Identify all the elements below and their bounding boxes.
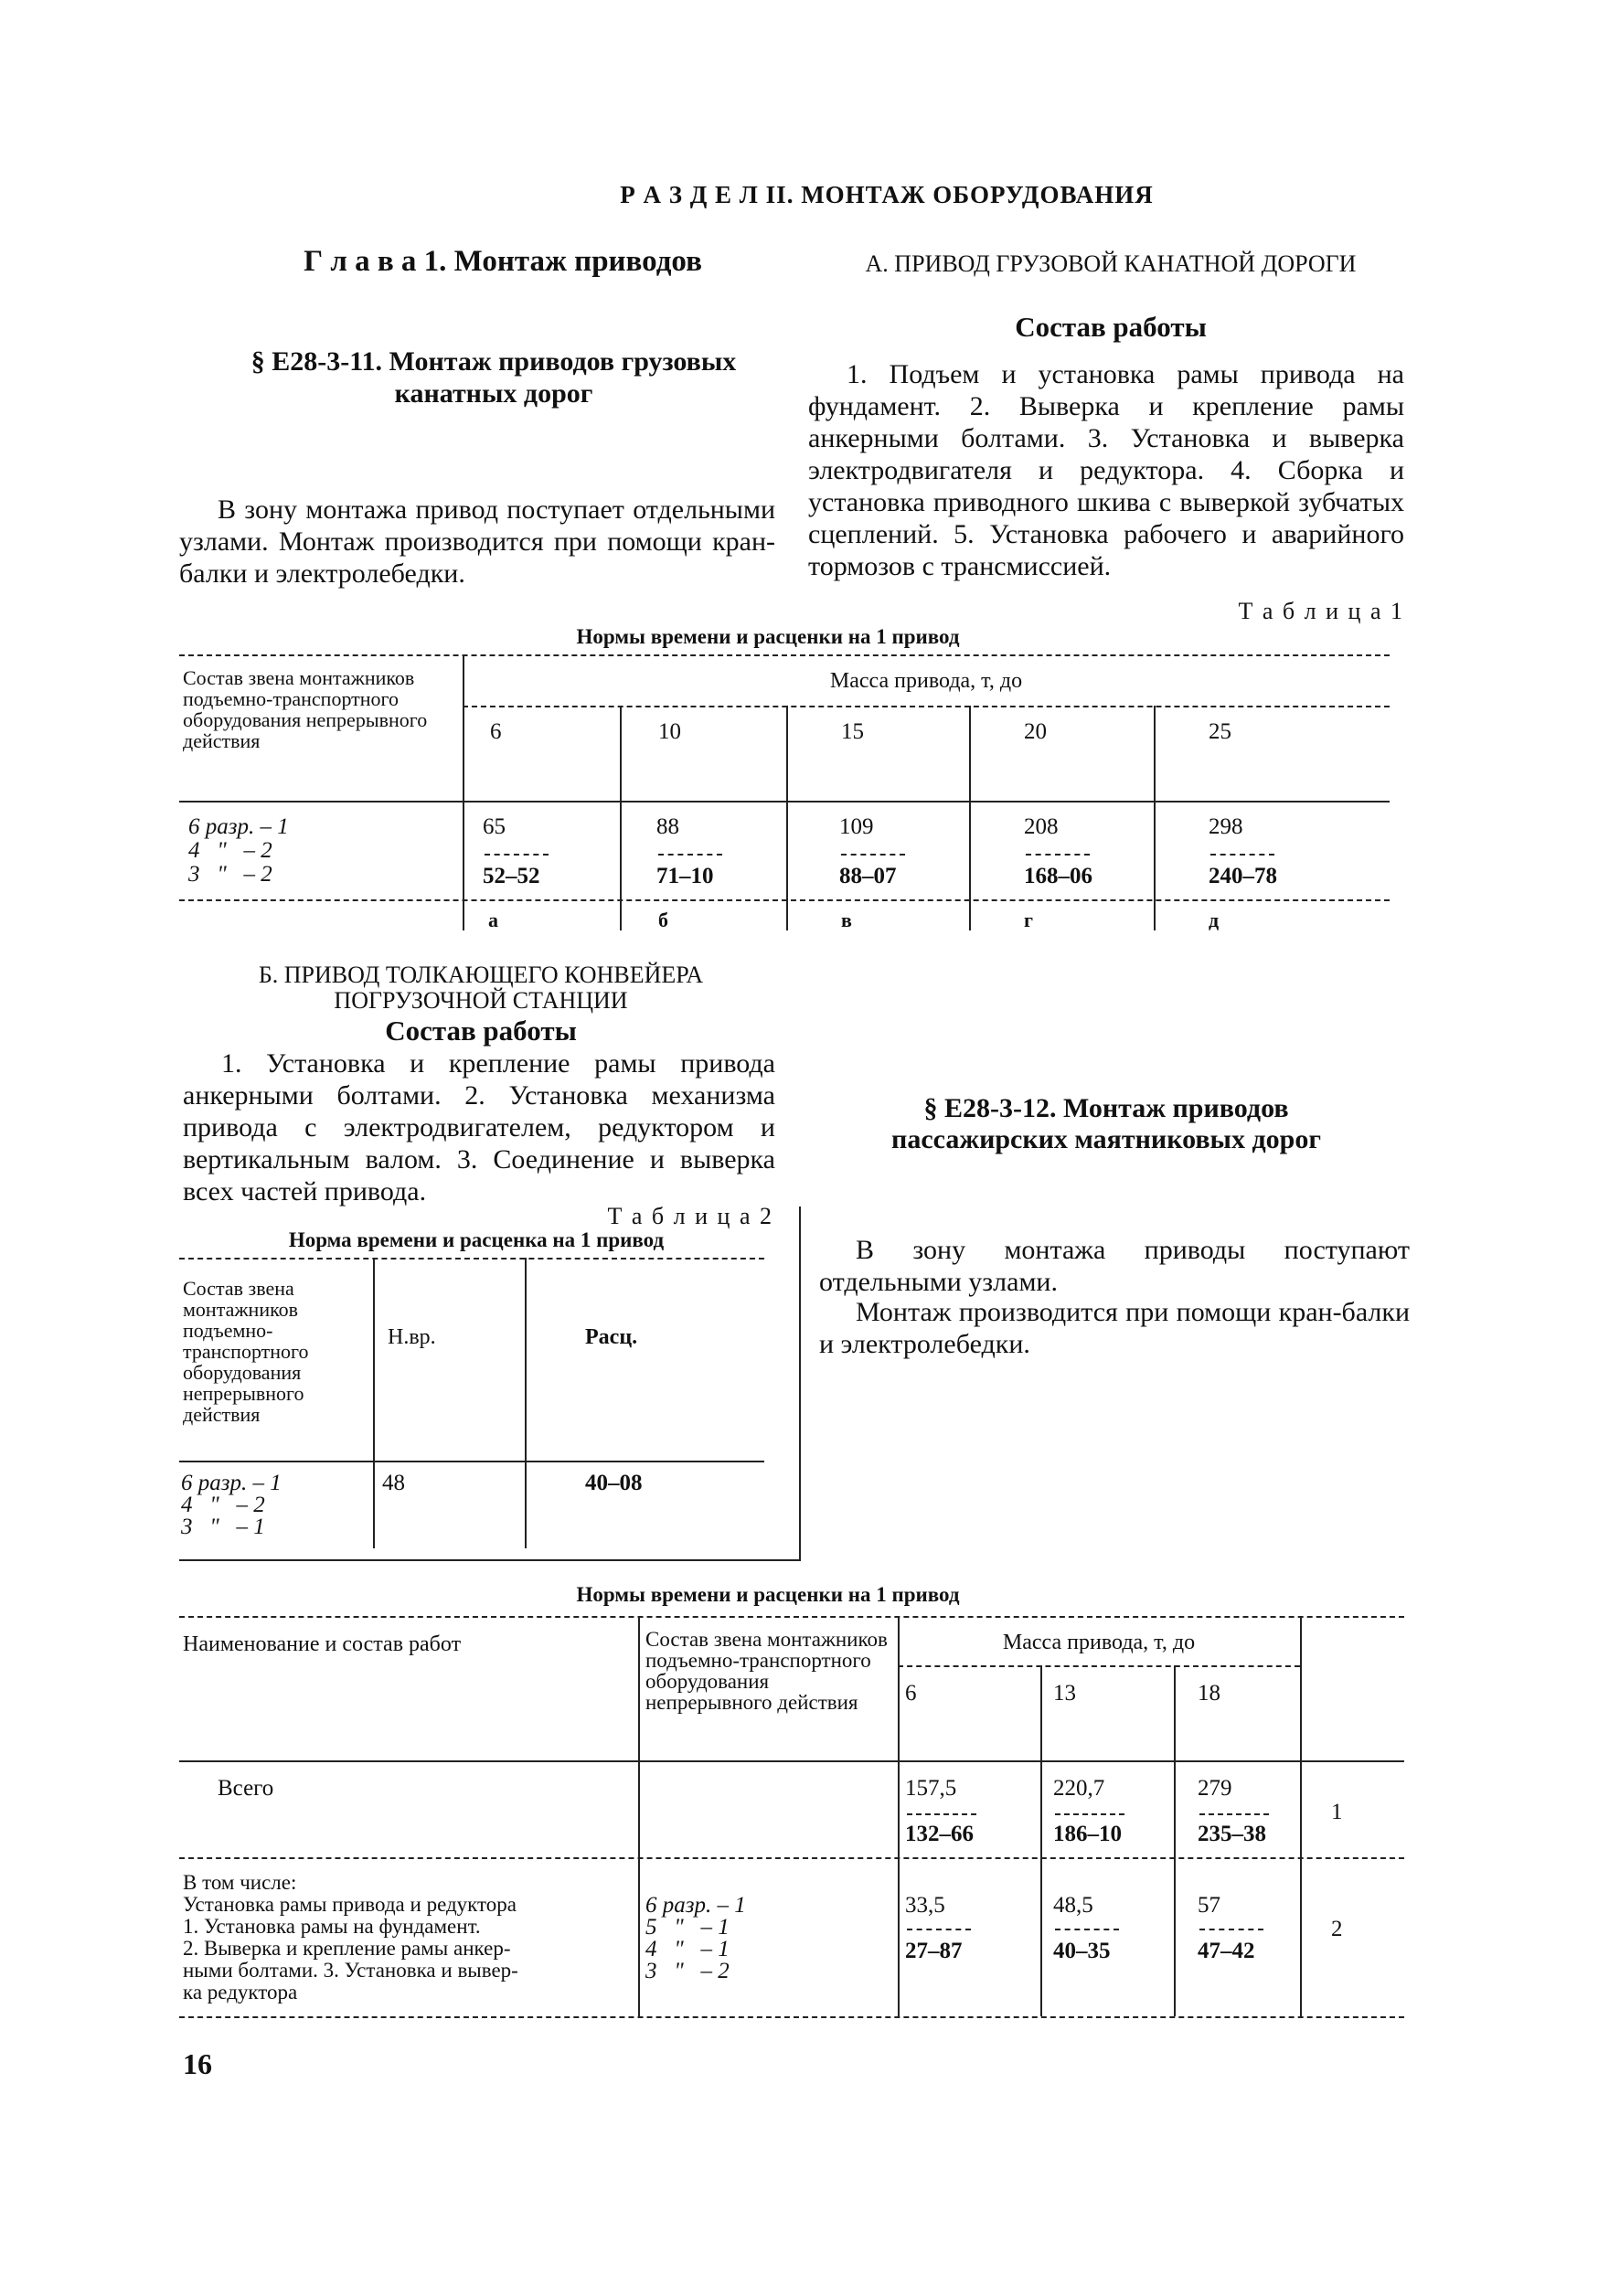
table-3-row-2-rate: 47–42: [1198, 1939, 1255, 1963]
table-1-mass: 6: [490, 719, 502, 744]
table-3-row-1-norm: 279: [1198, 1776, 1232, 1801]
table-3-mass-header: Масса привода, т, до: [1002, 1631, 1196, 1654]
part-a-work-text: 1. Подъем и установка рамы привода на фундамент. 2. Выверка и крепление рамы анкерными болтами. 3. Установка и выверка электродвигателя и редуктора. 4. Сборка и установка приводного шкива с выверкой зубчатых сцеплений. 5. Установка рабочего и аварийного тормозов с трансмиссией.: [808, 359, 1404, 581]
table-3-row-1-name: Всего: [218, 1776, 274, 1801]
part-b-heading-line-2: ПОГРУЗОЧНОЙ СТАНЦИИ: [334, 987, 628, 1014]
table-3-row-2-crew-line: 3 " – 2: [645, 1959, 730, 1983]
chapter-title: Г л а в а 1. Монтаж приводов: [304, 245, 702, 278]
table-1-column-letter: в: [841, 909, 852, 931]
table-1-crew-line: 3 " – 2: [188, 862, 272, 887]
table-3-row-2-line: В том числе:: [183, 1871, 297, 1894]
part-a-work-title: Состав работы: [1015, 311, 1207, 343]
table-1-rate: 168–06: [1024, 864, 1092, 888]
table-1-column-letter: б: [658, 909, 668, 931]
table-3-row-2-crew-line: 5 " – 1: [645, 1915, 730, 1940]
table-1-rate: 88–07: [839, 864, 897, 888]
table-1-mass: 20: [1024, 719, 1047, 744]
page-number: 16: [183, 2047, 212, 2080]
table-1-norm: 88: [656, 814, 679, 839]
table-1-label: Т а б л и ц а 1: [1238, 598, 1404, 624]
table-1-crew-line: 6 разр. – 1: [188, 814, 289, 839]
section-title: Р А З Д Е Л II. МОНТАЖ ОБОРУДОВАНИЯ: [620, 181, 1154, 208]
table-3-row-1-norm: 220,7: [1053, 1776, 1105, 1801]
part-b-work-text: 1. Установка и крепление рамы привода анкерными болтами. 2. Установка механизма привода с электродвигателем, редуктором и вертикальным валом. 3. Соединение и выверка всех частей привода.: [183, 1048, 775, 1206]
table-1-rate: 52–52: [483, 864, 540, 888]
part-a-heading: А. ПРИВОД ГРУЗОВОЙ КАНАТНОЙ ДОРОГИ: [865, 250, 1357, 277]
table-3-row-2-line: Установка рамы привода и редуктора: [183, 1893, 517, 1916]
table-3-col2-header: Состав звена монтажников подъемно-транспортного оборудования непрерывного действия: [645, 1628, 888, 1714]
table-1-crew-line: 4 " – 2: [188, 838, 272, 863]
section-e28-3-11-intro: В зону монтажа привод поступает отдельными узлами. Монтаж производится при помощи кран-балки и электролебедки.: [179, 494, 775, 589]
table-1-column-letter: д: [1209, 909, 1220, 931]
table-3-row-1-rate: 132–66: [905, 1822, 974, 1846]
table-3-row-2-rate: 40–35: [1053, 1939, 1111, 1963]
table-2-norm-header: Н.вр.: [388, 1325, 436, 1349]
table-1-mass: 25: [1209, 719, 1231, 744]
table-2-crew-line: 3 " – 1: [181, 1515, 265, 1539]
table-3-row-2-crew-line: 6 разр. – 1: [645, 1893, 746, 1918]
table-3-row-2-crew-line: 4 " – 1: [645, 1937, 730, 1961]
table-1-column-letter: г: [1024, 909, 1033, 931]
table-3-row-2-norm: 33,5: [905, 1893, 945, 1918]
section-e28-3-12-intro-2: Монтаж производится при помощи кран-балки и электролебедки.: [819, 1297, 1410, 1359]
part-b-heading-line-1: Б. ПРИВОД ТОЛКАЮЩЕГО КОНВЕЙЕРА: [258, 962, 704, 988]
table-2-norm: 48: [382, 1471, 405, 1495]
table-2-rate-header: Расц.: [585, 1325, 638, 1349]
table-2-label: Т а б л и ц а 2: [607, 1203, 773, 1229]
table-3-row-1-rate: 235–38: [1198, 1822, 1266, 1846]
table-3-caption: Нормы времени и расценки на 1 привод: [576, 1583, 960, 1606]
table-3-row-2-line: 1. Установка рамы на фундамент.: [183, 1915, 481, 1938]
table-3-row-2-line: 2. Выверка и крепление рамы анкер-: [183, 1937, 511, 1960]
part-b-work-title: Состав работы: [385, 1015, 577, 1047]
table-3-row-2-norm: 57: [1198, 1893, 1220, 1918]
table-3-row-1-rate: 186–10: [1053, 1822, 1122, 1846]
section-e28-3-12-intro-1: В зону монтажа приводы поступают отдельными узлами.: [819, 1235, 1410, 1297]
table-2-caption: Норма времени и расценка на 1 привод: [288, 1228, 665, 1251]
table-2-col-header: Состав звена монтажников подъемно-транспортного оборудования непрерывного действия: [183, 1277, 309, 1426]
table-3-col1-header: Наименование и состав работ: [183, 1632, 462, 1656]
section-e28-3-12-title-line-1: § Е28-3-12. Монтаж приводов: [923, 1093, 1289, 1123]
table-3-row-2-norm: 48,5: [1053, 1893, 1093, 1918]
table-1-rate: 71–10: [656, 864, 714, 888]
table-3-row-1-norm: 157,5: [905, 1776, 957, 1801]
table-3-row-2-line: ка редуктора: [183, 1981, 298, 2004]
table-2-rate: 40–08: [585, 1471, 643, 1495]
table-3-mass: 13: [1053, 1681, 1076, 1706]
section-e28-3-12-title-line-2: пассажирских маятниковых дорог: [891, 1124, 1321, 1154]
table-1-column-letter: а: [488, 909, 498, 931]
table-1-mass: 15: [841, 719, 864, 744]
table-2-crew-line: 4 " – 2: [181, 1493, 265, 1517]
table-3-row-2-rate: 27–87: [905, 1939, 963, 1963]
table-1-caption: Нормы времени и расценки на 1 привод: [576, 625, 960, 648]
table-1-col-header: Состав звена монтажников подъемно-транспортного оборудования непрерывного действия: [183, 666, 428, 752]
table-3-row-1-number: 1: [1331, 1800, 1343, 1824]
table-1-norm: 208: [1024, 814, 1059, 839]
table-3-row-2-line: ными болтами. 3. Установка и вывер-: [183, 1959, 518, 1982]
table-1-rate: 240–78: [1209, 864, 1277, 888]
table-2-crew-line: 6 разр. – 1: [181, 1471, 282, 1495]
table-1-mass-header: Масса привода, т, до: [829, 669, 1023, 693]
table-1-norm: 65: [483, 814, 506, 839]
table-1-mass: 10: [658, 719, 681, 744]
table-1-norm: 109: [839, 814, 874, 839]
section-e28-3-11-title: § Е28-3-11. Монтаж приводов грузовых канатных дорог: [250, 346, 737, 409]
table-3-row-2-number: 2: [1331, 1917, 1343, 1941]
table-3-mass: 18: [1198, 1681, 1220, 1706]
table-1-norm: 298: [1209, 814, 1243, 839]
table-3-mass: 6: [905, 1681, 917, 1706]
